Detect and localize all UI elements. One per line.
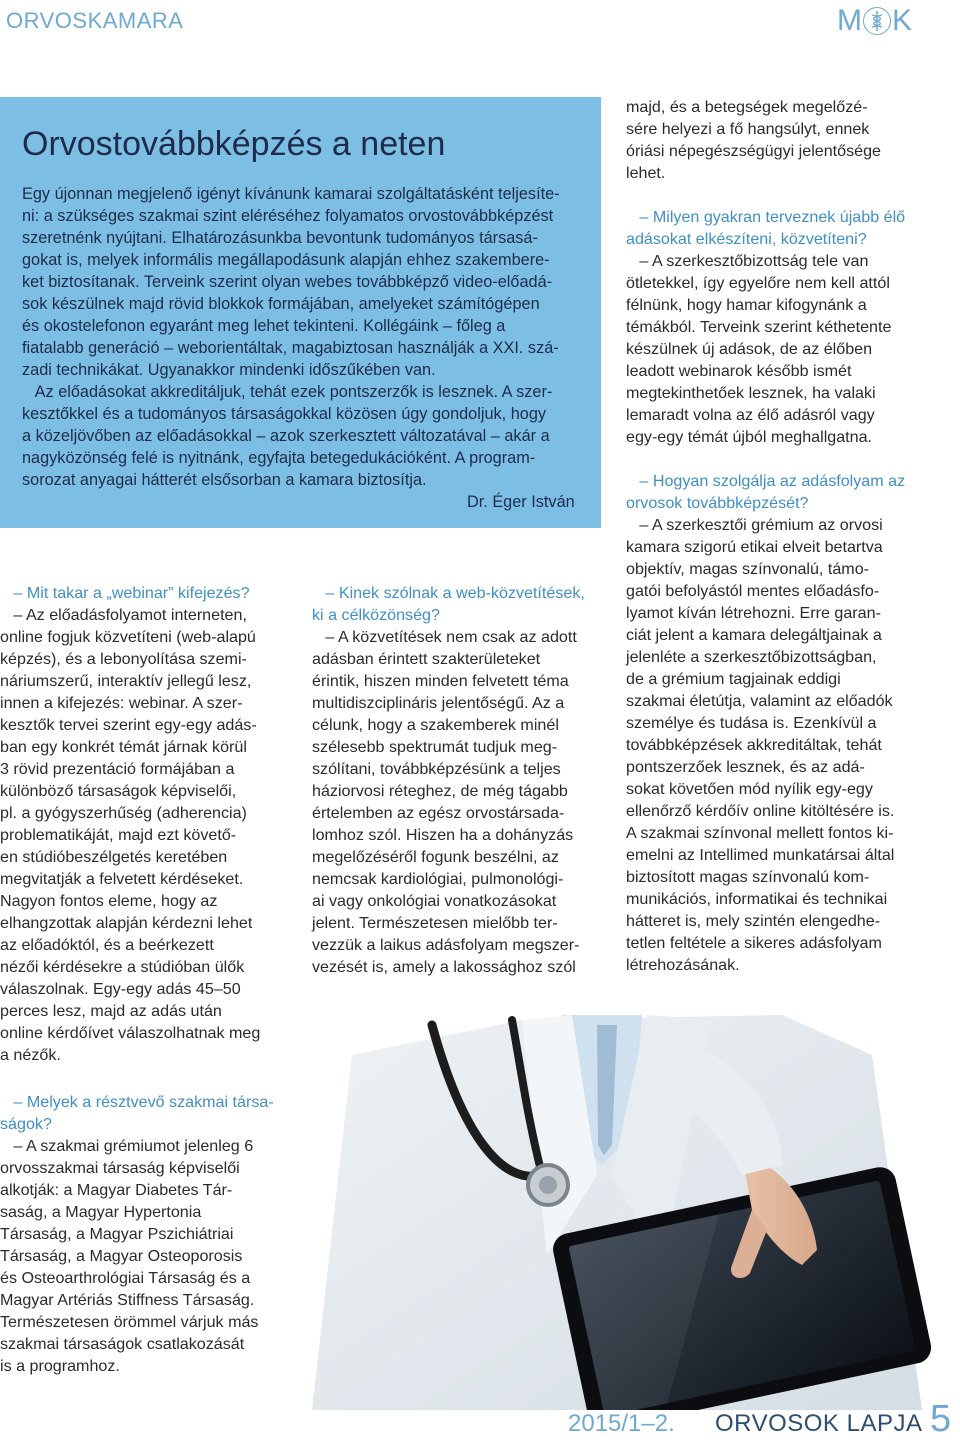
intro-line: ket biztosítanak. Terveink szerint olyan webes továbbképző video-előadá- — [22, 273, 553, 291]
text-line: biztosított magas színvonalú kom- — [626, 868, 870, 886]
text-line: Társaság, a Magyar Pszichiátriai — [0, 1225, 234, 1243]
text-line: A szakmai színvonal mellett fontos ki- — [626, 824, 894, 842]
question-line: – Kinek szólnak a web-közvetítések, — [312, 584, 585, 602]
text-line: saság, a Magyar Hypertonia — [0, 1203, 202, 1221]
text-line: gatói befolyástól mentes előadásfo- — [626, 582, 880, 600]
text-line: megvitatják a felvetett kérdéseket. — [0, 870, 244, 888]
text-line: célunk, hogy a szakemberek minél — [312, 716, 559, 734]
question-line: – Milyen gyakran terveznek újabb élő — [626, 208, 906, 226]
text-line: objektív, magas színvonalú, támo- — [626, 560, 870, 578]
intro-line: Egy újonnan megjelenő igényt kívánunk kamarai szolgáltatásként teljesíte- — [22, 185, 560, 203]
text-line: ai vagy onkológiai vonatkozásokat — [312, 892, 557, 910]
text-line: Nagyon fontos eleme, hogy az — [0, 892, 218, 910]
text-line: félnünk, hogy hamar kifogynánk a — [626, 296, 867, 314]
page-number: 5 — [930, 1398, 952, 1440]
text-line: pontszerzőek lesznek, és az adá- — [626, 758, 865, 776]
text-line: sokat követően mód nyílik egy-egy — [626, 780, 873, 798]
issue-number: 2015/1–2. — [568, 1410, 675, 1437]
intro-line: fiatalabb generáció – weborientáltak, magabiztosan használják a XXI. szá- — [22, 339, 559, 357]
author-signature: Dr. Éger István — [467, 493, 575, 511]
intro-line: sok készülnek majd rövid blokkok formájában, amelyeket számítógépen — [22, 295, 540, 313]
text-line: – A szerkesztőbizottság tele van — [626, 252, 869, 270]
text-line: vezését is, amely a lakossághoz szól — [312, 958, 576, 976]
mok-logo — [837, 4, 912, 38]
text-line: létrehozásának. — [626, 956, 740, 974]
question-line: ki a célközönség? — [312, 606, 440, 624]
text-line: – A szerkesztői grémium az orvosi — [626, 516, 883, 534]
text-line: nézői kérdésekre a stúdióban ülők — [0, 958, 245, 976]
text-line: – Az előadásfolyamot interneten, — [0, 606, 247, 624]
text-line: majd, és a betegségek megelőzé- — [626, 98, 868, 116]
text-line: alkotják: a Magyar Diabetes Tár- — [0, 1181, 233, 1199]
text-line: az előadóktól, és a beérkezett — [0, 936, 214, 954]
intro-line: kesztőkkel és a tudományos társaságokkal közösen úgy gondoljuk, hogy — [22, 405, 547, 423]
intro-line: ni: a szükséges szakmai szint eléréséhez folyamatos orvostovábbképzést — [22, 207, 554, 225]
caduceus-icon — [863, 7, 891, 35]
text-line: megtekinthetőek lesznek, ha valaki — [626, 384, 876, 402]
question-line: – Melyek a résztvevő szakmai társa- — [0, 1093, 274, 1111]
text-line: lemaradt volna az élő adásról vagy — [626, 406, 875, 424]
text-line: lehet. — [626, 164, 666, 182]
text-line: – A közvetítések nem csak az adott — [312, 628, 577, 646]
text-line: pl. a gyógyszerhűség (adherencia) — [0, 804, 247, 822]
text-line: náriumszerű, interaktív jellegű lesz, — [0, 672, 252, 690]
question-line: adásokat elkészíteni, közvetíteni? — [626, 230, 867, 248]
intro-line: szeretnénk nyújtani. Elhatározásunkba bevontunk tudományos társasá- — [22, 229, 538, 247]
question-line: – Mit takar a „webinar” kifejezés? — [0, 584, 250, 602]
text-line: szélesebb spektrumát tudjuk meg- — [312, 738, 558, 756]
article-title: Orvostovábbképzés a neten — [22, 125, 446, 163]
text-line: óriási népegészségügyi jelentősége — [626, 142, 881, 160]
text-line: szakmai életútja, valamint az előadók — [626, 692, 893, 710]
question-line: ságok? — [0, 1115, 52, 1133]
text-line: jelent. Természetesen mielőbb ter- — [312, 914, 558, 932]
text-line: 3 rövid prezentáció formájában a — [0, 760, 235, 778]
intro-line: a közeljövőben az előadásokkal – azok szerkesztett változatával – akár a — [22, 427, 550, 445]
text-line: adásban érintett szakterületeket — [312, 650, 541, 668]
text-line: képzés), és a lebonyolítása szemi- — [0, 650, 247, 668]
text-line: sére helyezi a fő hangsúlyt, ennek — [626, 120, 870, 138]
text-line: Társaság, a Magyar Osteoporosis — [0, 1247, 243, 1265]
text-line: perces lesz, majd az adás után — [0, 1002, 222, 1020]
text-line: továbbképzések akkreditáltak, tehát — [626, 736, 882, 754]
text-line: ban egy konkrét témát járnak körül — [0, 738, 247, 756]
text-line: szólítani, továbbképzésünk a teljes — [312, 760, 561, 778]
text-line: jelenléte a szerkesztőbizottságban, — [626, 648, 877, 666]
text-line: – A szakmai grémiumot jelenleg 6 — [0, 1137, 254, 1155]
logo-letter-k: K — [891, 4, 912, 37]
intro-line: gokat is, melyek informális megállapodásunk alapján ehhez szakembere- — [22, 251, 550, 269]
text-line: különböző társaságok képviselői, — [0, 782, 237, 800]
text-line: háziorvosi réteghez, de még tágabb — [312, 782, 568, 800]
text-line: multidiszciplináris jelentőségű. Az a — [312, 694, 565, 712]
text-line: ciát jelent a kamara delegáltjainak a — [626, 626, 882, 644]
text-line: megelőzéséről fogunk beszélni, az — [312, 848, 559, 866]
text-line: vezzük a laikus adásfolyam megszer- — [312, 936, 580, 954]
text-line: elhangzottak alapján kérdezni lehet — [0, 914, 253, 932]
text-line: de a grémium tagjainak eddigi — [626, 670, 841, 688]
text-line: készülnek új adások, de az élőben — [626, 340, 873, 358]
text-line: a nézők. — [0, 1046, 61, 1064]
text-line: emelni az Intellimed munkatársai által — [626, 846, 895, 864]
text-line: leadott webinarok később ismét — [626, 362, 852, 380]
text-line: személye és tudása is. Ezenkívül a — [626, 714, 877, 732]
text-line: és Osteoarthrológiai Társaság és a — [0, 1269, 251, 1287]
logo-letter-m: M — [836, 4, 862, 37]
text-line: tetlen feltétele a sikeres adásfolyam — [626, 934, 882, 952]
intro-line: nagyközönség felé is nyitnánk, egyfajta betegedukációként. A program- — [22, 449, 536, 467]
intro-line: Az előadásokat akkreditáljuk, tehát ezek pontszerzők is lesznek. A szer- — [22, 383, 553, 401]
text-line: orvosszakmai társaság képviselői — [0, 1159, 240, 1177]
text-line: ellenőrző kérdőív online kitöltésére is. — [626, 802, 895, 820]
text-line: szakmai társaságok csatlakozását — [0, 1335, 245, 1353]
text-line: nemcsak kardiológiai, pulmonológi- — [312, 870, 564, 888]
text-line: érintik, hiszen minden felvetett téma — [312, 672, 569, 690]
text-line: online kérdőívet válaszolhatnak meg — [0, 1024, 261, 1042]
text-line: lomhoz szól. Hiszen ha a dohányzás — [312, 826, 574, 844]
text-line: Természetesen örömmel várjuk más — [0, 1313, 259, 1331]
intro-line: zadi technikákat. Ugyanakkor mindenki időszűkében van. — [22, 361, 436, 379]
text-line: munikációs, informatikai és technikai — [626, 890, 888, 908]
text-line: lyamot kíván létrehozni. Erre garan- — [626, 604, 881, 622]
magazine-name: ORVOSOK LAPJA — [715, 1410, 923, 1437]
text-line: kesztők tervei szerint egy-egy adás- — [0, 716, 257, 734]
text-line: egy-egy témát újból meghallgatna. — [626, 428, 873, 446]
doctor-tablet-photo — [312, 1015, 960, 1410]
text-line: hátteret is, mely szintén elengedhe- — [626, 912, 881, 930]
question-line: orvosok továbbképzését? — [626, 494, 809, 512]
intro-line: sorozat anyagai hátterét elsősorban a kamara biztosítja. — [22, 471, 427, 489]
text-line: online fogjuk közvetíteni (web-alapú — [0, 628, 256, 646]
text-line: értelemben az egész orvostársada- — [312, 804, 565, 822]
question-line: – Hogyan szolgálja az adásfolyam az — [626, 472, 906, 490]
intro-line: és okostelefonon egyaránt meg lehet tekinteni. Kollégáink – főleg a — [22, 317, 506, 335]
text-line: válaszolnak. Egy-egy adás 45–50 — [0, 980, 241, 998]
text-line: Magyar Artériás Stiffness Társaság. — [0, 1291, 255, 1309]
text-line: is a programhoz. — [0, 1357, 120, 1375]
text-line: témákból. Terveink szerint kéthetente — [626, 318, 892, 336]
text-line: problematikáját, majd ezt követő- — [0, 826, 237, 844]
section-label: ORVOSKAMARA — [6, 8, 184, 33]
text-line: kamara szigorú etikai elveit betartva — [626, 538, 883, 556]
text-line: innen a kifejezés: webinar. A szer- — [0, 694, 243, 712]
text-line: en stúdióbeszélgetés keretében — [0, 848, 228, 866]
text-line: ötletekkel, így egyelőre nem kell attól — [626, 274, 890, 292]
